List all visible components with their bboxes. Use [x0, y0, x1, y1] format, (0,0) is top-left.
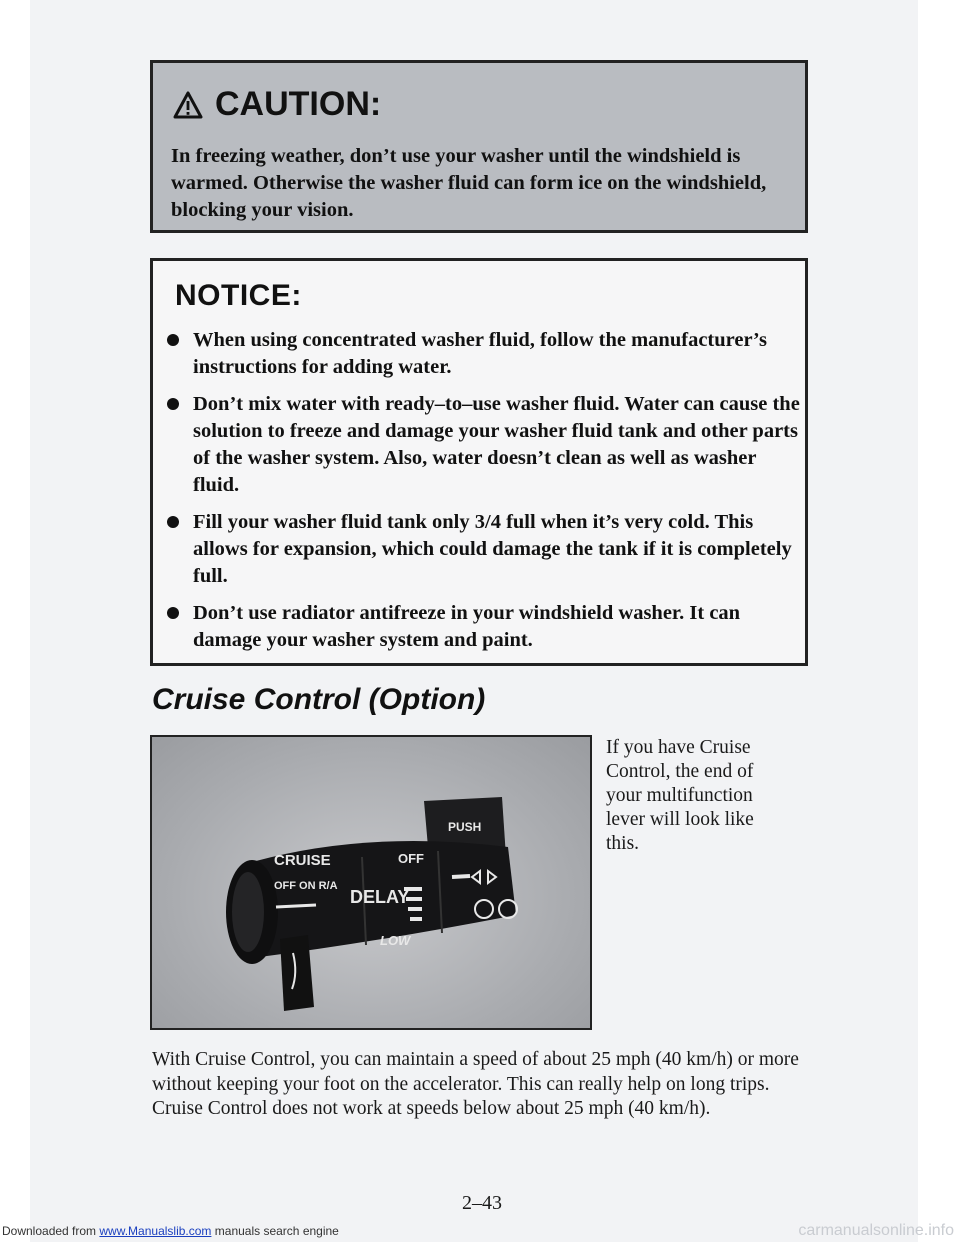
off-label: OFF: [398, 851, 424, 866]
push-label: PUSH: [448, 820, 482, 834]
page-number: 2–43: [462, 1192, 502, 1214]
caution-box: [150, 60, 808, 233]
bullet-icon: [167, 334, 179, 346]
bullet-icon: [167, 516, 179, 528]
notice-item: [153, 327, 803, 381]
delay-label: DELAY: [350, 887, 410, 907]
warning-triangle-icon: [173, 91, 203, 119]
download-footer: [2, 1224, 339, 1238]
low-label: LOW: [380, 933, 411, 948]
notice-item-text: When using concentrated washer fluid, follow the manufacturer’s instructions for adding water.: [193, 329, 767, 378]
notice-item-text: Fill your washer fluid tank only 3/4 full when it’s very cold. This allows for expansion, which could damage the tank if it is completely full.: [193, 511, 792, 587]
notice-item: [153, 391, 803, 499]
caution-heading: [173, 85, 381, 124]
multifunction-lever-photo: [150, 735, 592, 1030]
lever-illustration: [152, 737, 590, 1028]
section-title: Cruise Control (Option): [152, 683, 486, 716]
caution-title: CAUTION:: [215, 85, 382, 123]
notice-item: [153, 600, 803, 654]
cruise-label: CRUISE: [274, 852, 331, 869]
notice-list: [153, 327, 803, 664]
body-paragraph: With Cruise Control, you can maintain a speed of about 25 mph (40 km/h) or more without keeping your foot on the accelerator. This can really help on long trips. Cruise Control does not work at speeds below about 25 mph (40 km/h).: [152, 1049, 799, 1119]
watermark: carmanualsonline.info: [798, 1222, 954, 1239]
notice-box: [150, 258, 808, 666]
photo-caption: If you have Cruise Control, the end of your multifunction lever will look like this.: [606, 737, 754, 854]
notice-item: [153, 509, 803, 590]
notice-title: NOTICE:: [175, 279, 302, 312]
bullet-icon: [167, 398, 179, 410]
caution-text: In freezing weather, don’t use your washer until the windshield is warmed. Otherwise the washer fluid can form ice on the windshield, blocking your vision.: [171, 145, 767, 221]
manualslib-link[interactable]: www.Manualslib.com: [99, 1224, 212, 1238]
footer-suffix: manuals search engine: [211, 1224, 339, 1238]
off-on-ra-label: OFF ON R/A: [274, 880, 338, 892]
notice-item-text: Don’t mix water with ready–to–use washer fluid. Water can cause the solution to freeze and damage your washer fluid tank and other parts of the washer system. Also, water doesn’t clean as well as washer fluid.: [193, 393, 800, 496]
bullet-icon: [167, 607, 179, 619]
notice-item-text: Don’t use radiator antifreeze in your windshield washer. It can damage your washer system and paint.: [193, 602, 741, 651]
footer-prefix: Downloaded from: [2, 1224, 100, 1238]
